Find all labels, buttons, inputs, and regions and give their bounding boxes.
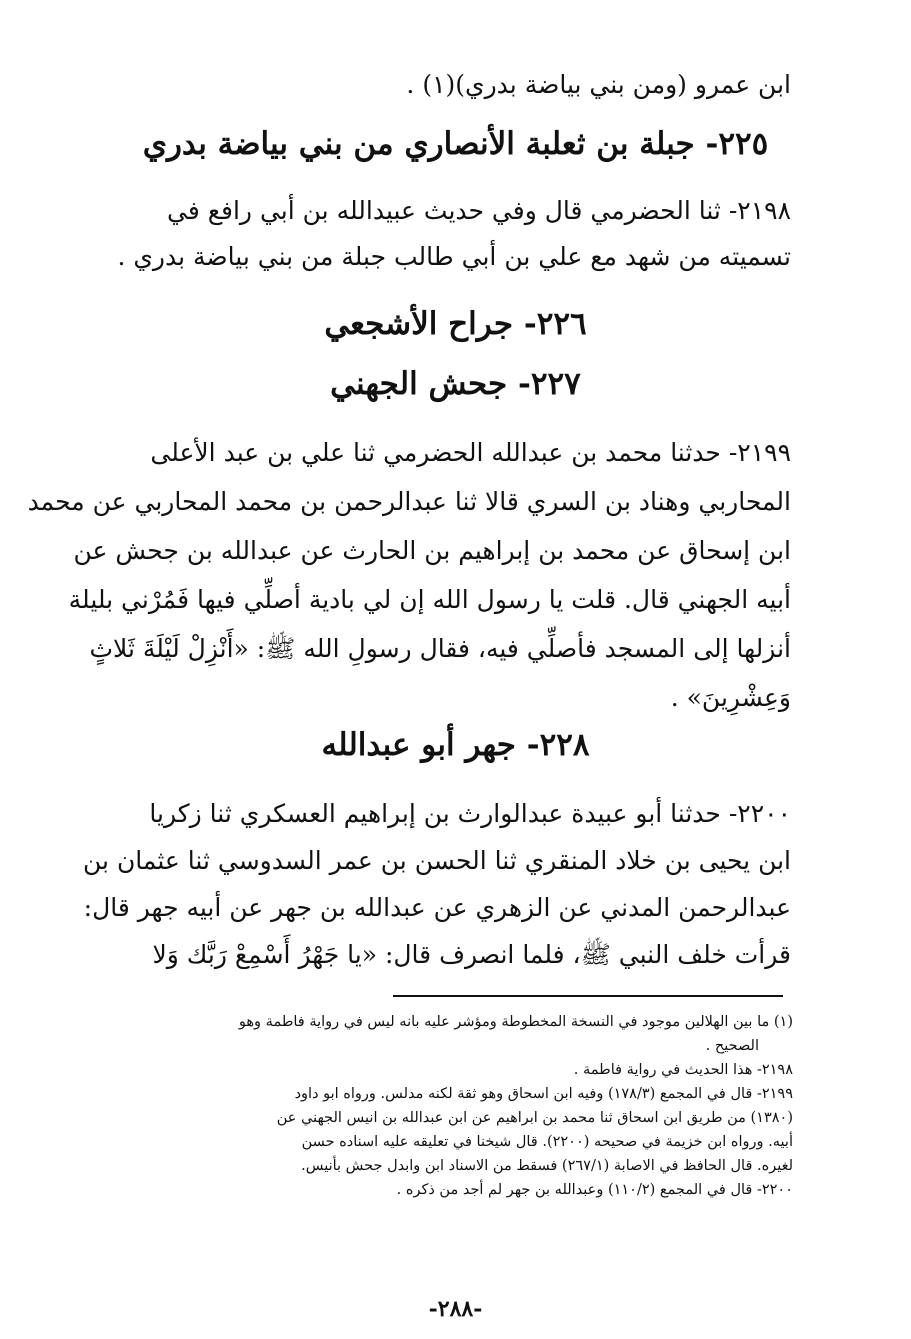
entry-text-2199	[27, 428, 791, 722]
entry-text-2198	[117, 188, 791, 280]
page-number: -٢٨٨-	[428, 1296, 483, 1322]
footnote-separator	[393, 995, 783, 997]
footnote-line: أبيه. ورواه ابن خزيمة في صحيحه (٢٢٠٠). قال شيخنا في تعليقه عليه اسناده حسن	[301, 1134, 793, 1150]
entry-heading-227: ٢٢٧- جحش الجهني	[330, 366, 581, 402]
text-line: تسميته من شهد مع علي بن أبي طالب جبلة من بني بياضة بدري .	[117, 242, 791, 271]
text-line: وَعِشْرِينَ» .	[670, 683, 791, 712]
footnote-line: ٢١٩٨- هذا الحديث في رواية فاطمة .	[573, 1062, 793, 1078]
footnote-line: ٢٢٠٠- قال في المجمع (١١٠/٢) وعبدالله بن جهر لم أجد من ذكره .	[396, 1182, 793, 1198]
entry-text-2200	[83, 790, 791, 978]
text-line: أنزلها إلى المسجد فأصلِّي فيه، فقال رسولِ الله ﷺ: «أَنْزِلْ لَيْلَةَ ثَلاثٍ	[89, 634, 791, 663]
text-line: ٢١٩٨- ثنا الحضرمي قال وفي حديث عبيدالله بن أبي رافع في	[167, 196, 791, 225]
footnote-line: (١٣٨٠) من طريق ابن اسحاق ثنا محمد بن ابراهيم عن ابن عبدالله بن انيس الجهني عن	[276, 1110, 793, 1126]
entry-heading-225: ٢٢٥- جبلة بن ثعلبة الأنصاري من بني بياضة بدري	[142, 126, 769, 162]
text-line: ابن يحيى بن خلاد المنقري ثنا الحسن بن عمر السدوسي ثنا عثمان بن	[83, 846, 791, 875]
text-line: ابن إسحاق عن محمد بن إبراهيم بن الحارث عن عبدالله بن جحش عن	[73, 536, 791, 565]
top-line-block	[120, 62, 791, 108]
text-line: المحاربي وهناد بن السري قالا ثنا عبدالرحمن بن محمد المحاربي عن محمد	[27, 487, 791, 516]
entry-heading-228: ٢٢٨- جهر أبو عبدالله	[321, 727, 590, 763]
footnote-line: لغيره. قال الحافظ في الاصابة (٢٦٧/١) فسقط من الاسناد ابن وابدل جحش بأنيس.	[301, 1158, 793, 1174]
text-line: ٢٢٠٠- حدثنا أبو عبيدة عبدالوارث بن إبراهيم العسكري ثنا زكريا	[149, 799, 791, 828]
entry-heading-226: ٢٢٦- جراح الأشجعي	[324, 306, 587, 342]
footnote-line: الصحيح .	[705, 1038, 759, 1054]
text-line: أبيه الجهني قال. قلت يا رسول الله إن لي بادية أصلِّي فيها فَمُرْني بليلة	[68, 585, 791, 614]
text-line: عبدالرحمن المدني عن الزهري عن عبدالله بن جهر عن أبيه جهر قال:	[83, 893, 791, 922]
text-line: ابن عمرو (ومن بني بياضة بدري)(١) .	[406, 70, 791, 99]
footnote-line: ٢١٩٩- قال في المجمع (١٧٨/٣) وفيه ابن اسحاق وهو ثقة لكنه مدلس. ورواه ابو داود	[294, 1086, 793, 1102]
footnote-line: (١) ما بين الهلالين موجود في النسخة المخطوطة ومؤشر عليه بانه ليس في رواية فاطمة وهو	[238, 1014, 793, 1030]
text-line: قرأت خلف النبي ﷺ، فلما انصرف قال: «يا جَهْرُ أَسْمِعْ رَبَّك وَلا	[152, 940, 791, 969]
footnotes	[130, 1010, 793, 1202]
text-line: ٢١٩٩- حدثنا محمد بن عبدالله الحضرمي ثنا علي بن عبد الأعلى	[150, 438, 791, 467]
